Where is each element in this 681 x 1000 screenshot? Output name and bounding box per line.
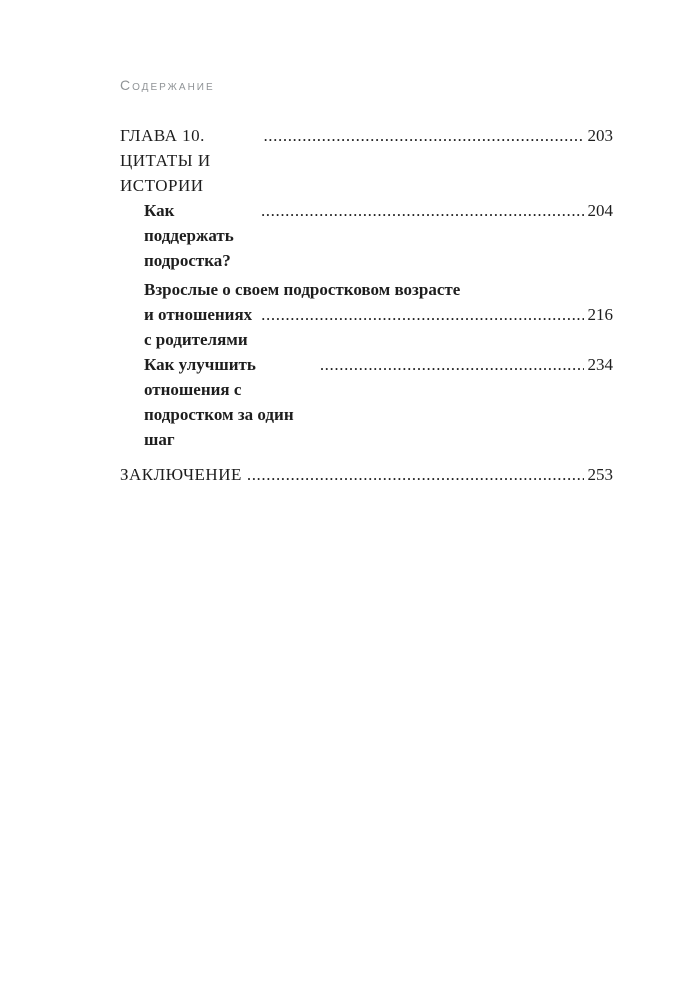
toc-entry-conclusion (120, 462, 613, 487)
toc-page-number: 234 (587, 355, 613, 374)
toc-page-number: 216 (587, 305, 613, 324)
leader-dots (261, 302, 583, 327)
toc-entry-support-teen (120, 198, 613, 273)
leader-dots (247, 462, 584, 487)
toc-page-number: 253 (587, 465, 613, 484)
toc-line (120, 123, 613, 198)
toc-entry-title-line-2: и отношениях с родителями (144, 305, 253, 349)
toc-line (120, 462, 613, 487)
toc-entry-chapter-10 (120, 123, 613, 198)
table-of-contents (120, 123, 613, 487)
toc-entry-title: ГЛАВА 10. ЦИТАТЫ И ИСТОРИИ (120, 126, 211, 195)
toc-entry-adults-about-teen-years (120, 277, 613, 352)
toc-entry-title: Как поддержать подростка? (144, 201, 234, 270)
toc-entry-title: Как улучшить отношения с подростком за один шаг (144, 355, 294, 449)
toc-line (120, 302, 613, 352)
toc-entry-title-line-1: Взрослые о своем подростковом возрасте (144, 280, 461, 299)
toc-entry-title: ЗАКЛЮЧЕНИЕ (120, 465, 242, 484)
toc-page-number: 203 (587, 126, 613, 145)
leader-dots (320, 352, 584, 377)
toc-line (120, 352, 613, 452)
toc-page-number: 204 (587, 201, 613, 220)
running-header: Содержание (120, 77, 215, 93)
toc-entry-improve-relations (120, 352, 613, 452)
leader-dots (261, 198, 584, 223)
leader-dots (263, 123, 583, 148)
toc-line (120, 277, 613, 302)
toc-line (120, 198, 613, 273)
